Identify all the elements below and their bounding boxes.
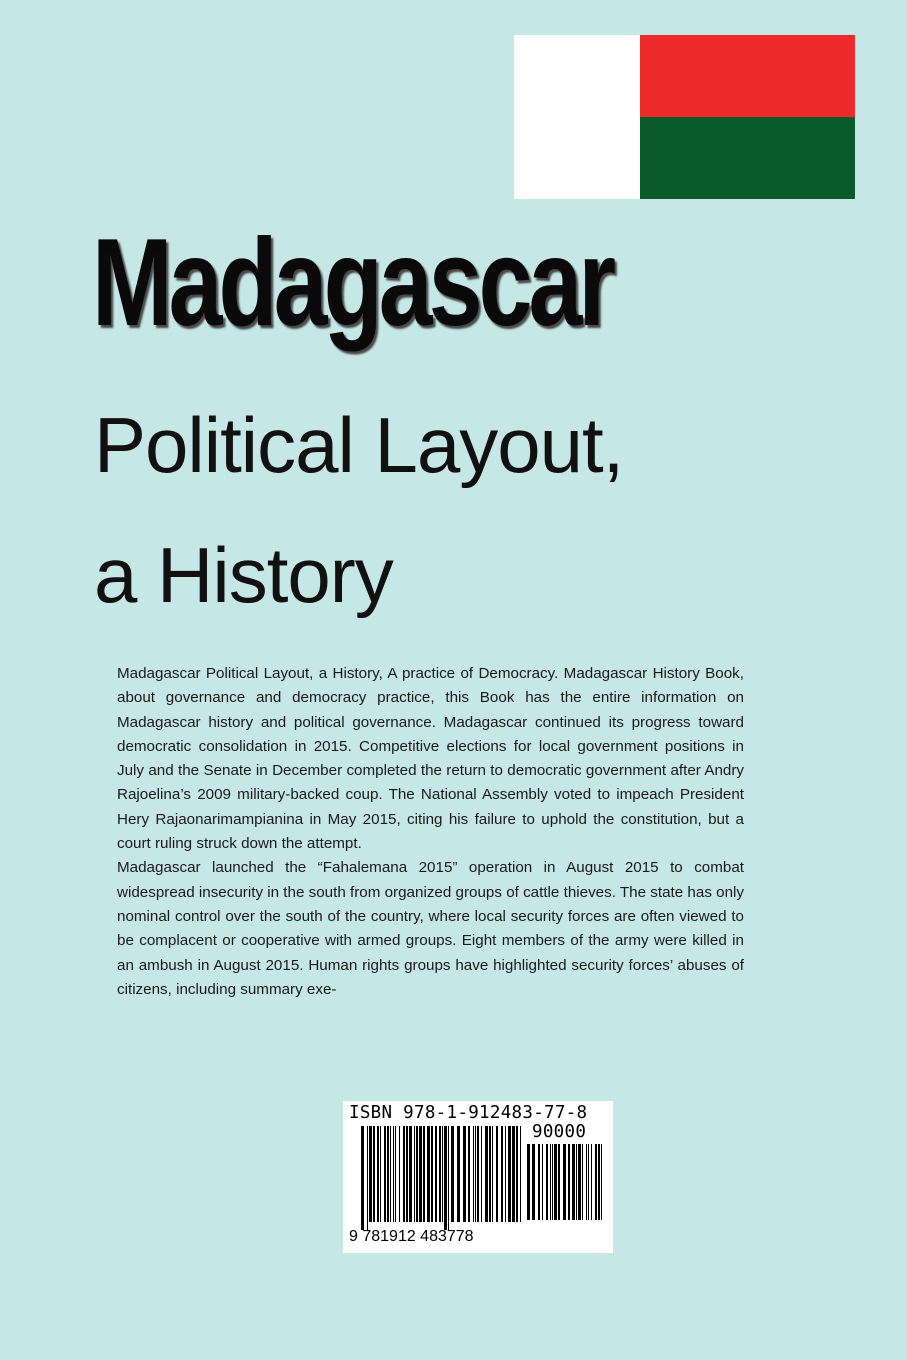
barcode-bar xyxy=(532,1144,535,1220)
back-cover-blurb xyxy=(117,662,744,1002)
barcode-bar xyxy=(516,1126,518,1222)
barcode-bar xyxy=(373,1126,375,1222)
madagascar-flag xyxy=(514,35,855,199)
barcode-bar xyxy=(586,1144,587,1220)
book-title: Madagascar xyxy=(92,214,613,352)
blurb-paragraph: Madagascar Political Layout, a History, A practice of Democracy. Madagascar History Book, about governance and democracy practice, this Book has the entire information on Madagascar history and political governance. Madagascar continued its progress toward democratic consolidation in 2015. Competitive elections for local government positions in July and the Senate in December completed the return to democratic government after Andry Rajoelina’s 2009 military-backed coup. The National Assembly voted to impeach President Hery Rajaonarimampianina in May 2015, citing his failure to uphold the constitution, but a court ruling struck down the attempt. xyxy=(117,665,744,853)
barcode-bar xyxy=(578,1144,581,1220)
flag-red-stripe xyxy=(640,35,855,117)
barcode-bar xyxy=(492,1126,493,1222)
barcode-bar xyxy=(361,1126,364,1230)
barcode-bar xyxy=(508,1126,511,1222)
barcode-bar xyxy=(489,1126,491,1222)
barcode-bar xyxy=(552,1144,553,1220)
barcode-bar xyxy=(481,1126,482,1222)
barcode-bar xyxy=(527,1144,530,1220)
barcode-bar xyxy=(393,1126,394,1222)
barcode-bar xyxy=(390,1126,391,1222)
barcode-bar xyxy=(475,1126,476,1222)
barcode-bar xyxy=(448,1126,449,1230)
barcode-bar xyxy=(416,1126,418,1222)
barcode-bar xyxy=(444,1126,447,1230)
barcode-bar xyxy=(442,1126,443,1222)
barcode-bar xyxy=(473,1126,474,1222)
flag-green-stripe xyxy=(640,117,855,199)
barcode-bar xyxy=(501,1126,503,1222)
ean-barcode-bars xyxy=(361,1126,521,1230)
barcode-bar xyxy=(512,1126,515,1222)
barcode-bar xyxy=(384,1126,386,1222)
barcode-bar xyxy=(496,1126,498,1222)
barcode-bar xyxy=(387,1126,389,1222)
barcode-bar xyxy=(369,1126,372,1222)
isbn-label: ISBN 978-1-912483-77-8 xyxy=(349,1103,588,1123)
barcode-bar xyxy=(546,1144,548,1220)
flag-white-stripe xyxy=(514,35,640,199)
barcode-bar xyxy=(538,1144,540,1220)
barcode-bar xyxy=(367,1126,368,1230)
barcode-bar xyxy=(377,1126,379,1222)
barcode-bar xyxy=(485,1126,488,1222)
barcode-bar xyxy=(451,1126,454,1222)
barcode-bar xyxy=(563,1144,566,1220)
barcode-bar xyxy=(598,1144,600,1220)
barcode-bar xyxy=(419,1126,422,1222)
book-subtitle-line-1: Political Layout, xyxy=(94,401,624,489)
barcode-bar xyxy=(435,1126,437,1222)
barcode-bar xyxy=(380,1126,381,1222)
isbn-barcode xyxy=(343,1101,613,1253)
addon-barcode-bars xyxy=(527,1144,603,1228)
barcode-bar xyxy=(550,1144,551,1220)
barcode-bar xyxy=(582,1144,583,1220)
barcode-bar xyxy=(427,1126,430,1222)
barcode-bar xyxy=(558,1144,560,1220)
ean-digits: 9 781912 483778 xyxy=(349,1228,474,1245)
blurb-paragraph: Madagascar launched the “Fahalemana 2015” operation in August 2015 to combat widespread insecurity in the south from organized groups of cattle thieves. The state has only nominal control over the south of the country, where local security forces are often viewed to be complacent or cooperative with armed groups. Eight members of the army were killed in an ambush in August 2015. Human rights groups have highlighted security forces’ abuses of citizens, including summary exe- xyxy=(117,859,744,998)
barcode-bar xyxy=(572,1144,575,1220)
barcode-bar xyxy=(431,1126,433,1222)
barcode-bar xyxy=(439,1126,441,1222)
barcode-bar xyxy=(457,1126,460,1222)
barcode-bar xyxy=(409,1126,412,1222)
barcode-bar xyxy=(463,1126,466,1222)
barcode-bar xyxy=(468,1126,470,1222)
barcode-bar xyxy=(423,1126,425,1222)
barcode-bar xyxy=(414,1126,415,1222)
barcode-bar xyxy=(399,1126,400,1222)
barcode-bar xyxy=(576,1144,577,1220)
barcode-bar xyxy=(554,1144,557,1220)
barcode-bar xyxy=(542,1144,543,1220)
barcode-bar xyxy=(591,1144,592,1220)
barcode-bar xyxy=(588,1144,589,1220)
book-subtitle-line-2: a History xyxy=(94,531,393,619)
barcode-bar xyxy=(477,1126,479,1222)
barcode-bar xyxy=(520,1126,521,1222)
barcode-bar xyxy=(403,1126,405,1222)
barcode-bar xyxy=(505,1126,506,1222)
price-code: 90000 xyxy=(532,1122,587,1142)
barcode-bar xyxy=(601,1144,602,1220)
barcode-bar xyxy=(595,1144,597,1220)
barcode-bar xyxy=(568,1144,570,1220)
barcode-bar xyxy=(406,1126,408,1222)
barcode-bar xyxy=(395,1126,396,1222)
